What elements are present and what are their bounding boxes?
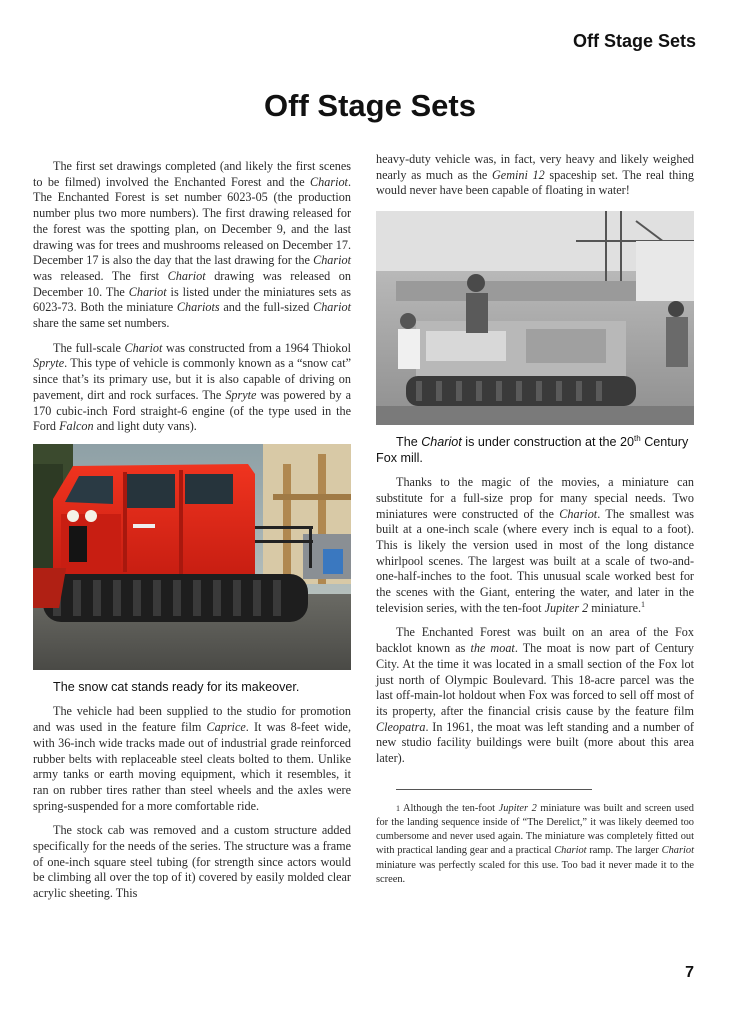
photo-caption: The snow cat stands ready for its makeover. [53, 679, 300, 694]
chariot-construction-photo [376, 211, 694, 425]
paragraph: The stock cab was removed and a custom structure added specifically for the needs of the series. The structure was a frame of one-inch square steel tubing (for strength since actors would be climbing all over the top of it) covered by easily molded clear acrylic sheeting. This [33, 823, 351, 901]
page-number: 7 [685, 964, 694, 981]
running-head: Off Stage Sets [572, 31, 696, 51]
footnote: $^1$ Although the ten-foot Jupiter 2 miniature was built and screen used for the landing sequence inside of “The Derelict,” it was likely deemed too cumbersome and never used again. The miniature was completely fitted out with practical landing gear and a practical Chariot ramp. The larger Chariot miniature was perfectly scaled for this use. Too bad it never made it to the screen. [376, 802, 695, 885]
paragraph: Thanks to the magic of the movies, a miniature can substitute for a full-size prop for many special needs. Two miniatures were constructed of the Chariot. The smallest was built at a one-inch scale (where every inch is equal to a foot). This is likely the version used in most of the long distance whirlpool scenes. The largest was built at a scale of two-and-one-half-inches to the foot. This unusual scale worked best for the scenes with the Giant, entering the water, and later in the television series, with the ten-foot Jupiter 2 miniature.$^1$ [376, 475, 695, 615]
paragraph: The vehicle had been supplied to the studio for promotion and was used in the feature film Caprice. It was 8-feet wide, with 36-inch wide tracks made out of industrial grade reinforced rubber belts with replaceable steel cleats bolted to them. Unlike army tanks or earth moving equipment, which it resembles, it ran on rubber tires rather than steel wheels and the axles were spring-suspended for a more comfortable ride. [33, 704, 351, 813]
snowcat-photo [33, 444, 351, 670]
paragraph: The first set drawings completed (and likely the first scenes to be filmed) involved the Enchanted Forest and the Chariot. The Enchanted Forest is set number 6023-05 (the production number plus two more numbers). The first drawing released for the forest was the spotting plan, on December 9, and the last drawing was for trees and mushrooms released on December 17. December 17 is also the day that the last drawing for the Chariot was released. The first Chariot drawing was released on December 10. The Chariot is listed under the miniatures sets as 6023-73. Both the miniature Chariots and the full-sized Chariot share the same set numbers. [33, 159, 351, 331]
left-column [33, 159, 351, 911]
photo-caption: The Chariot is under construction at the 20th Century Fox mill. [376, 433, 689, 465]
footnote-ref[interactable]: 1 [641, 599, 646, 609]
right-column [376, 152, 694, 896]
page-title: Off Stage Sets [264, 88, 476, 123]
footnote-divider [396, 789, 592, 790]
paragraph: The full-scale Chariot was constructed from a 1964 Thiokol Spryte. This type of vehicle is commonly known as a “snow cat” since that’s its primary use, but it is also capable of driving on pavement, dirt and rock surfaces. The Spryte was powered by a 170 cubic-inch Ford straight-6 engine (of the type used in the Ford Falcon and light duty vans). [33, 340, 351, 434]
paragraph: heavy-duty vehicle was, in fact, very heavy and likely weighed nearly as much as the Gemini 12 spaceship set. The real thing would never have been capable of floating in water! [376, 152, 694, 198]
paragraph: The Enchanted Forest was built on an area of the Fox backlot known as the moat. The moat is now part of Century City. At the time it was located in a small section of the Fox lot just north of Olympic Boulevard. This 18-acre parcel was the last off-main-lot holdout when Fox was forced to sell off most of its property, after the financial crisis cause by the feature film Cleopatra. In 1961, the moat was left standing and a number of new studio facility buildings were built (more about this area later). [376, 625, 695, 766]
